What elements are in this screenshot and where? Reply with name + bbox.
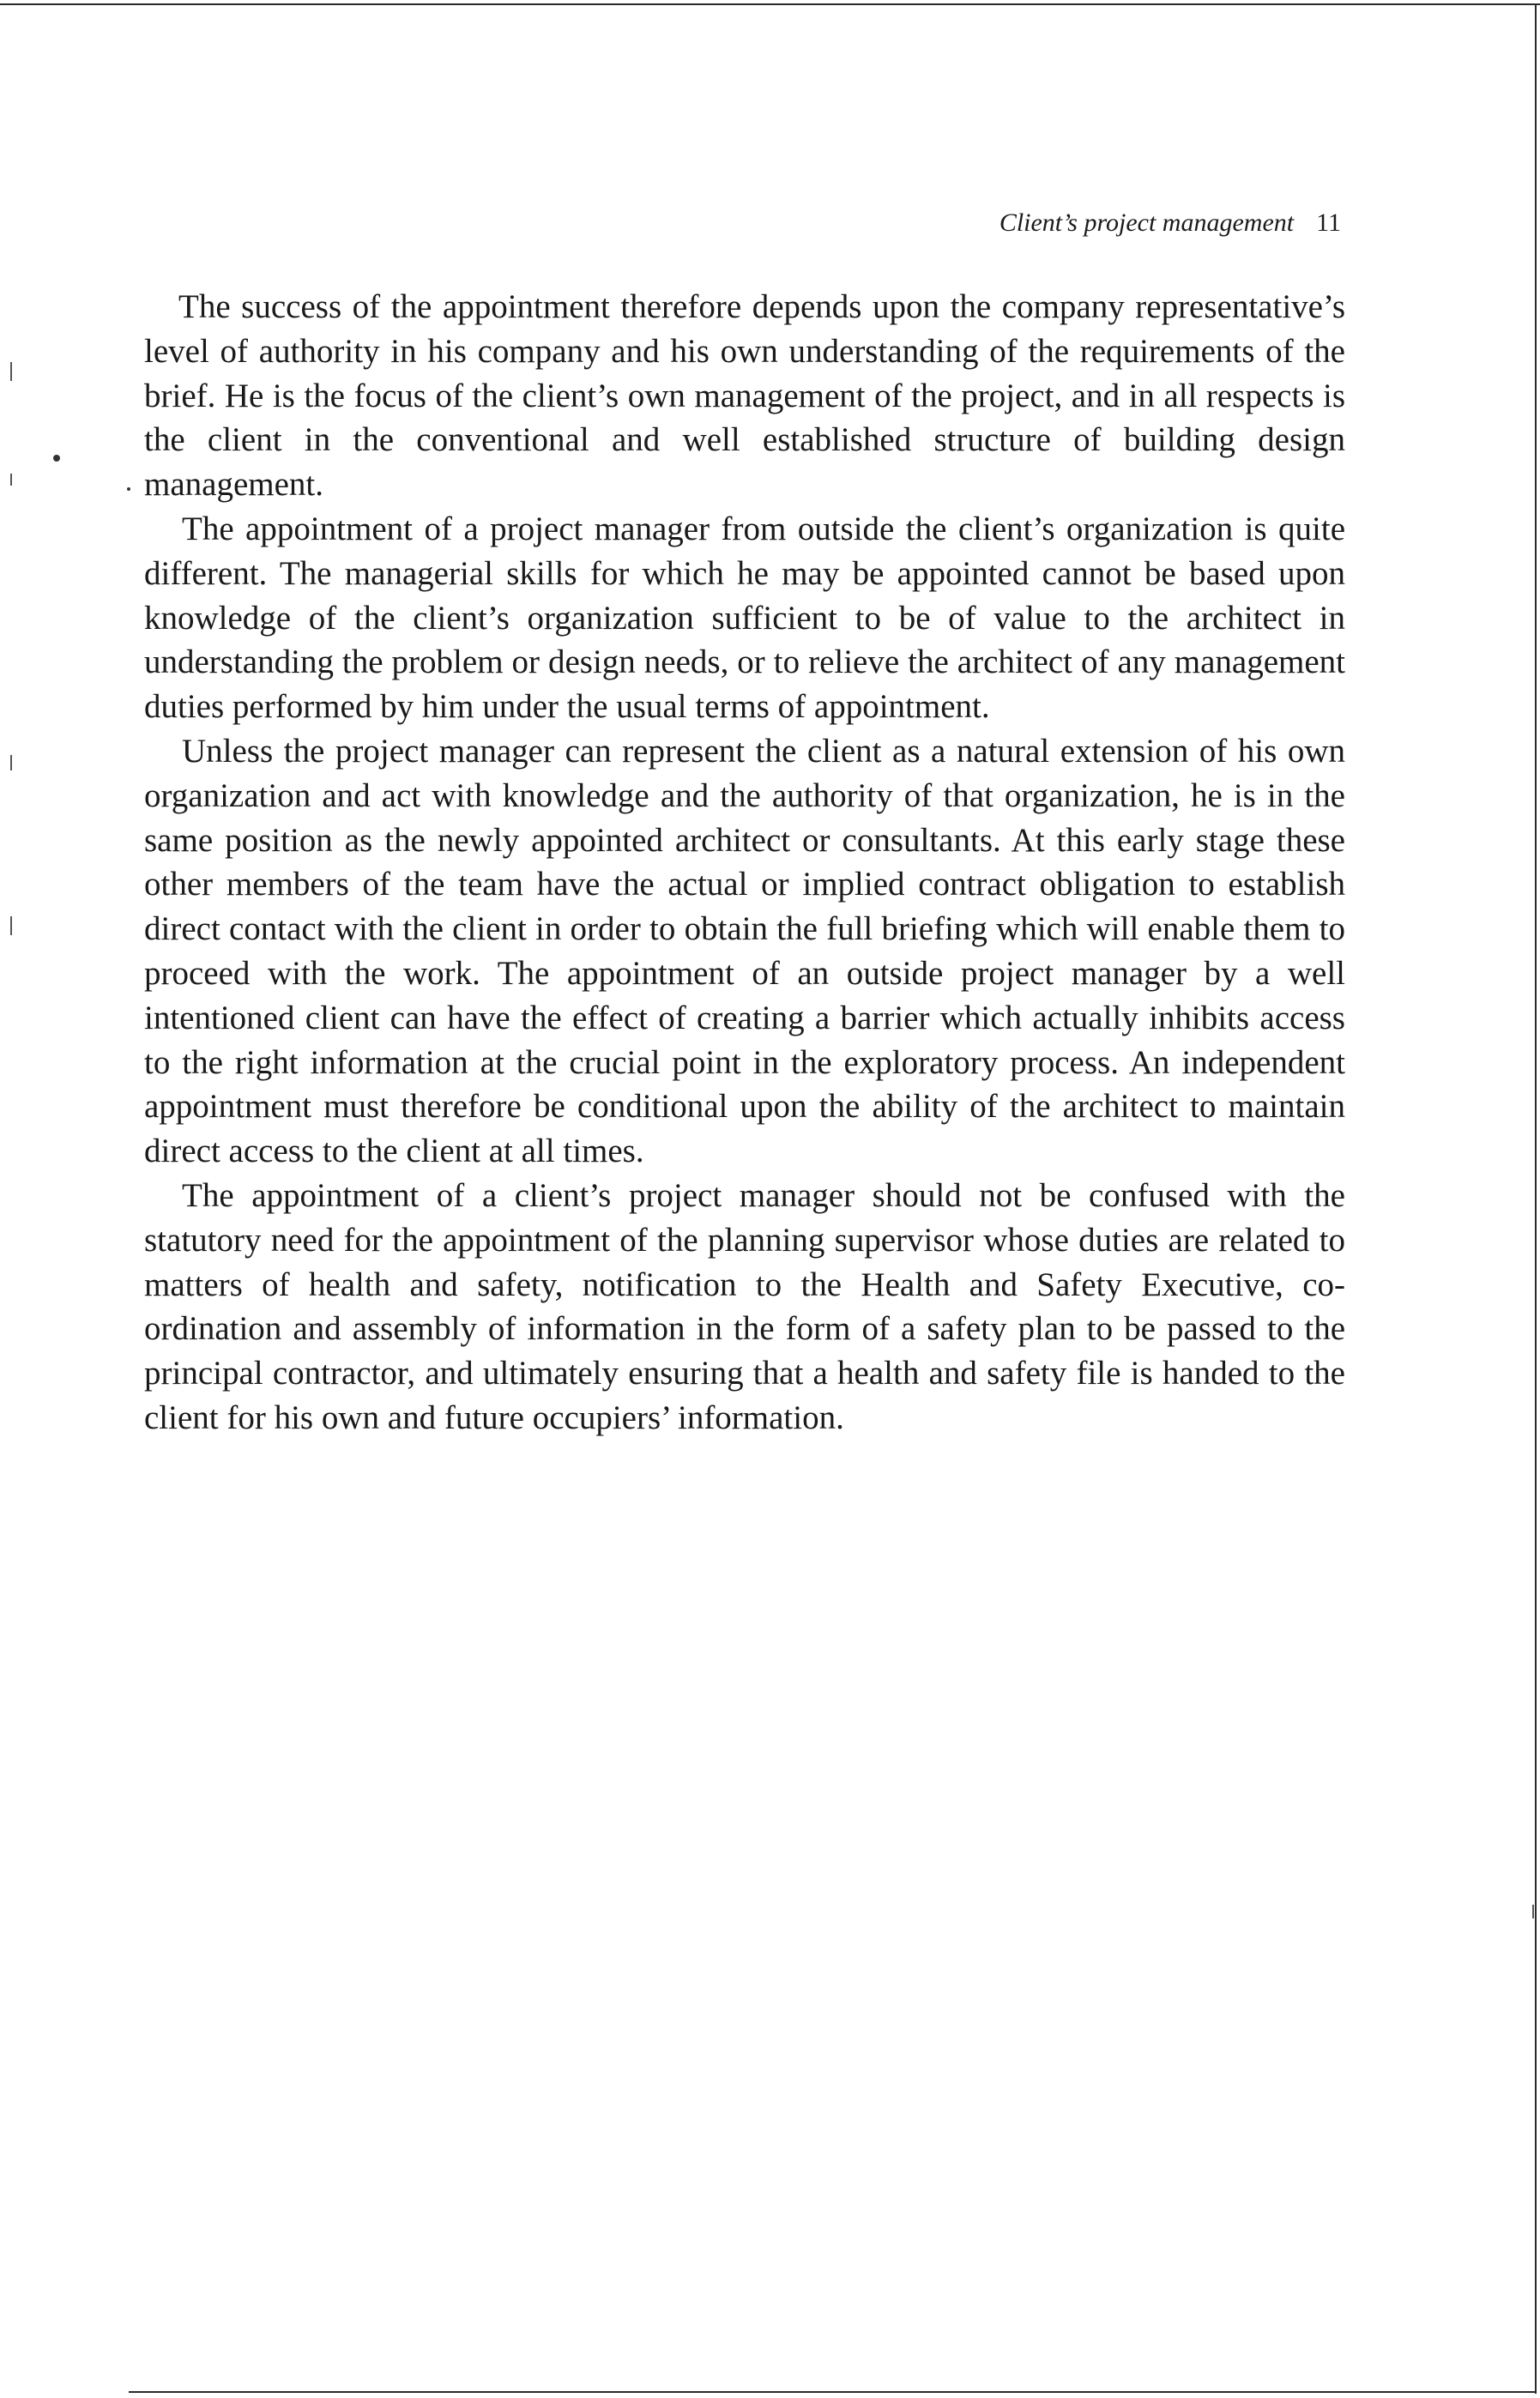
- page-border-bottom: [129, 2391, 1537, 2393]
- paragraph: The success of the appointment therefore depends upon the company representative’s level of authority in his company and his own understanding of the requirements of the brief. He is the focus of the client’s own management of the project, and in all respects is the client in the conventional and well established structure of building design management.: [144, 288, 1345, 504]
- body-text: [144, 285, 1345, 1441]
- margin-mark: [10, 362, 12, 381]
- margin-mark: [10, 474, 12, 486]
- margin-mark: [1532, 1905, 1534, 1918]
- scan-speck: [127, 487, 130, 491]
- page-number: 11: [1316, 208, 1341, 237]
- running-head-title: Client’s project management: [999, 208, 1295, 237]
- paragraph: Unless the project manager can represent the client as a natural extension of his own organization and act with knowledge and the authority of that organization, he is in the same position as the newly appointed architect or consultants. At this early stage these other members of the team have the actual or implied contract obligation to establish direct contact with the client in order to obtain the full briefing which will enable them to proceed with the work. The appointment of an outside project manager by a well intentioned client can have the effect of creating a barrier which actually inhibits access to the right information at the crucial point in the exploratory process. An independent appointment must therefore be conditional upon the ability of the architect to maintain direct access to the client at all times.: [144, 732, 1345, 1170]
- page-border-top: [0, 3, 1540, 5]
- margin-mark: [10, 916, 12, 935]
- page-border-right: [1535, 3, 1537, 2394]
- margin-mark: [10, 755, 12, 770]
- running-head: [999, 206, 1341, 240]
- paragraph: The appointment of a project manager from outside the client’s organization is quite different. The managerial skills for which he may be appointed cannot be based upon knowledge of the client’s organization sufficient to be of value to the architect in understanding the problem or design needs, or to relieve the architect of any management duties performed by him under the usual terms of appointment.: [144, 510, 1345, 726]
- paragraph: The appointment of a client’s project manager should not be confused with the statutory need for the appointment of the planning supervisor whose duties are related to matters of health and safety, notification to the Health and Safety Executive, co-ordination and assembly of information in the form of a safety plan to be passed to the principal contractor, and ultimately ensuring that a health and safety file is handed to the client for his own and future occupiers’ information.: [144, 1176, 1345, 1436]
- scan-speck: [53, 455, 60, 462]
